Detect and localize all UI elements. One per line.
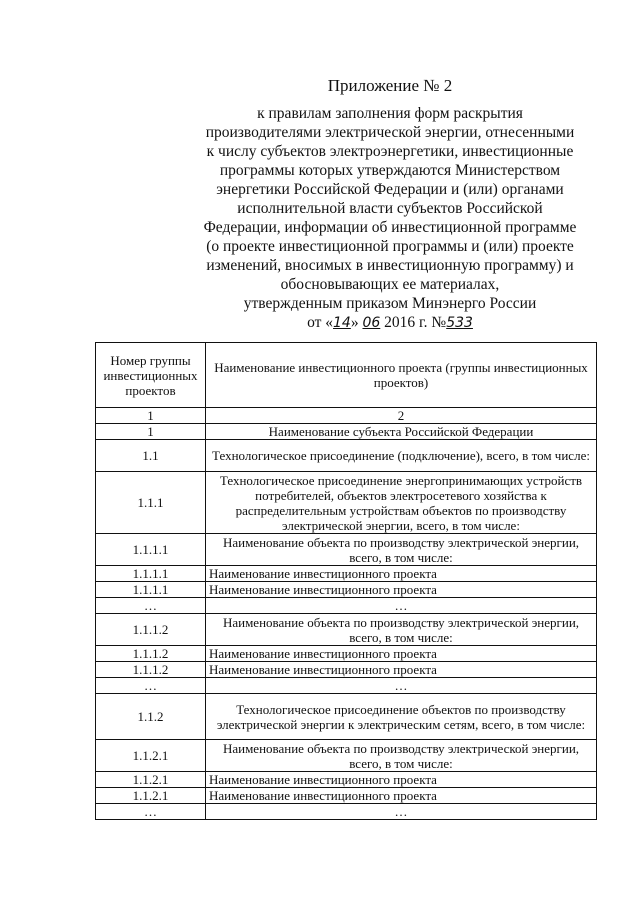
project-name-cell: Наименование инвестиционного проекта xyxy=(206,582,597,598)
header-line: к числу субъектов электроэнергетики, инвестиционные xyxy=(206,143,574,160)
group-number-cell: 1.1 xyxy=(96,440,206,472)
project-name-cell: … xyxy=(206,678,597,694)
date-year: 2016 г. № xyxy=(384,314,447,331)
project-name-cell: Технологическое присоединение (подключение), всего, в том числе: xyxy=(206,440,597,472)
project-name-cell: Наименование инвестиционного проекта xyxy=(206,772,597,788)
project-name-cell: Наименование объекта по производству электрической энергии, всего, в том числе: xyxy=(206,614,597,646)
project-name-cell: Наименование объекта по производству электрической энергии, всего, в том числе: xyxy=(206,740,597,772)
date-prefix: от « xyxy=(307,314,334,331)
header-line: энергетики Российской Федерации и (или) органами xyxy=(216,181,564,198)
project-name-cell: Наименование инвестиционного проекта xyxy=(206,788,597,804)
header-line: (о проекте инвестиционной программы и (или) проекте xyxy=(206,238,574,255)
table-row xyxy=(96,566,597,582)
table-row xyxy=(96,678,597,694)
group-number-cell: 1.1.1.1 xyxy=(96,566,206,582)
table-row xyxy=(96,740,597,772)
project-name-cell: Технологическое присоединение объектов по производству электрической энергии к электрическим сетям, всего, в том числе: xyxy=(206,694,597,740)
table-row xyxy=(96,472,597,534)
group-number-cell: 1.1.1.2 xyxy=(96,662,206,678)
table-row xyxy=(96,646,597,662)
group-number-cell: 1 xyxy=(96,408,206,424)
project-name-cell: 2 xyxy=(206,408,597,424)
table-row xyxy=(96,582,597,598)
header-line: изменений, вносимых в инвестиционную программу) и xyxy=(206,257,574,274)
order-number: 533 xyxy=(446,315,473,331)
date-month: 06 xyxy=(362,315,381,331)
group-number-cell: … xyxy=(96,598,206,614)
document-header xyxy=(170,76,610,333)
table-row xyxy=(96,614,597,646)
group-number-cell: 1.1.2.1 xyxy=(96,772,206,788)
appendix-description xyxy=(170,104,610,313)
table-row xyxy=(96,694,597,740)
order-date-line xyxy=(170,313,610,333)
header-line: производителями электрической энергии, отнесенными xyxy=(205,124,575,141)
group-number-cell: 1.1.1.2 xyxy=(96,646,206,662)
group-number-cell: 1.1.1.2 xyxy=(96,614,206,646)
group-number-cell: 1.1.2.1 xyxy=(96,788,206,804)
group-number-cell: 1.1.1 xyxy=(96,472,206,534)
table-row xyxy=(96,788,597,804)
project-name-cell: Наименование субъекта Российской Федерации xyxy=(206,424,597,440)
header-line: программы которых утверждаются Министерством xyxy=(219,162,561,179)
table-row xyxy=(96,662,597,678)
project-name-cell: Технологическое присоединение энергопринимающих устройств потребителей, объектов электросетевого хозяйства к распределительным устройствам объектов по производству электрической энергии, всего, в том числе: xyxy=(206,472,597,534)
table-row xyxy=(96,534,597,566)
table-row xyxy=(96,598,597,614)
table-row xyxy=(96,772,597,788)
table-row xyxy=(96,424,597,440)
project-name-cell: … xyxy=(206,804,597,820)
header-line: обосновывающих ее материалах, xyxy=(280,276,500,293)
table-header-row xyxy=(96,343,597,408)
date-day: 14 xyxy=(333,315,351,331)
appendix-title: Приложение № 2 xyxy=(327,76,453,95)
table-row xyxy=(96,440,597,472)
header-cell-group-number: Номер группы инвестиционных проектов xyxy=(96,343,206,408)
header-cell-project-name: Наименование инвестиционного проекта (группы инвестиционных проектов) xyxy=(206,343,597,408)
group-number-cell: 1.1.2 xyxy=(96,694,206,740)
project-name-cell: Наименование инвестиционного проекта xyxy=(206,662,597,678)
project-name-cell: Наименование инвестиционного проекта xyxy=(206,646,597,662)
group-number-cell: … xyxy=(96,678,206,694)
project-name-cell: … xyxy=(206,598,597,614)
header-line: исполнительной власти субъектов Российской xyxy=(237,200,543,217)
investment-projects-table xyxy=(95,342,597,820)
table-row xyxy=(96,804,597,820)
project-name-cell: Наименование инвестиционного проекта xyxy=(206,566,597,582)
group-number-cell: 1.1.1.1 xyxy=(96,534,206,566)
group-number-cell: … xyxy=(96,804,206,820)
date-mid: » xyxy=(350,314,359,331)
group-number-cell: 1.1.2.1 xyxy=(96,740,206,772)
table-row xyxy=(96,408,597,424)
project-name-cell: Наименование объекта по производству электрической энергии, всего, в том числе: xyxy=(206,534,597,566)
header-line: утвержденным приказом Минэнерго России xyxy=(243,295,537,312)
header-line: Федерации, информации об инвестиционной программе xyxy=(203,219,577,236)
group-number-cell: 1 xyxy=(96,424,206,440)
group-number-cell: 1.1.1.1 xyxy=(96,582,206,598)
header-line: к правилам заполнения форм раскрытия xyxy=(257,105,523,122)
